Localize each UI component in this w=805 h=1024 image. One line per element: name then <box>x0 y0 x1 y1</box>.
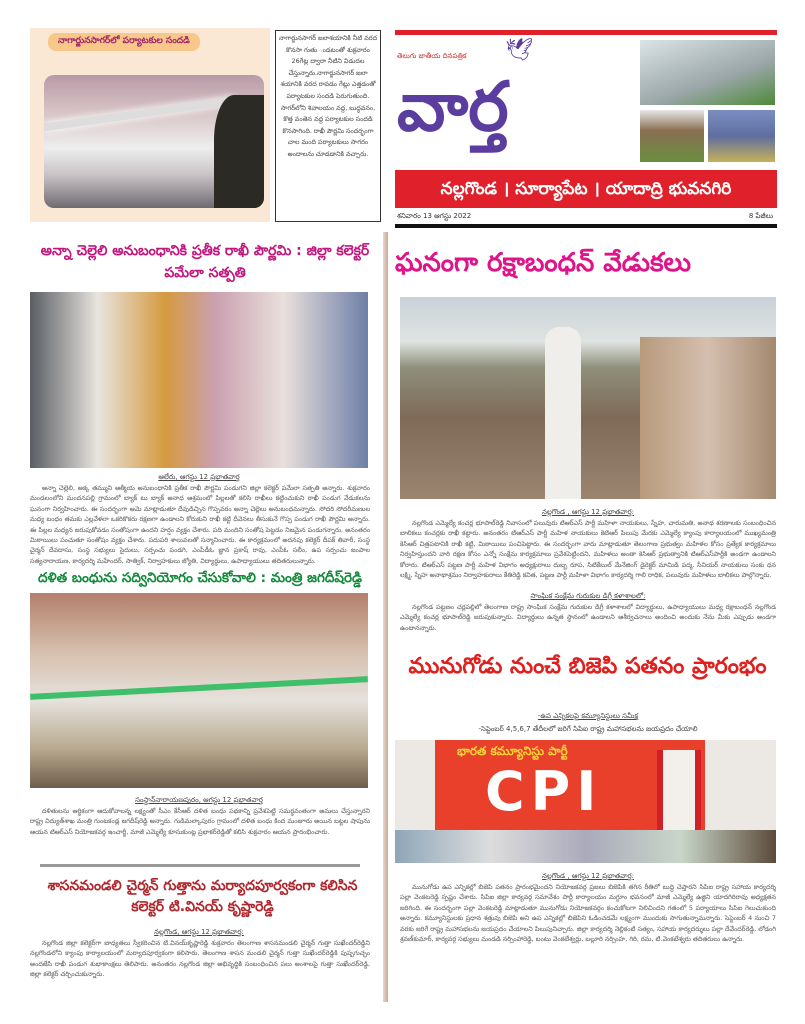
subheadline: -సెప్టెంబర్ 4,5,6,7 తేదీలలో జరిగే సిపిఐ రాష్ట్ర మహాసభలను జయప్రదం చేయాలి <box>478 725 698 733</box>
feature-text: నాగార్జునసాగర్ జలాశయానికి నీటి వరద కొనసా గుతు ండటంతో శుక్రవారం 26గేట్ల ద్వారా నీటిని విడుదల చేస్తున్నారు.నాగార్జునసాగర్ జలా శయానికి వరద రావడం గేట్లు ఎత్తడంతో పర్యాటకుల సందడి పెరుగుతుంది. సాగర్‌లోని శివాలయం వద్ద, బుద్ధవనం, కొత్త వంతెన వద్ద పర్యాటకుల సందడి కొనసాగింది. రాఖీ పౌర్ణమి సందర్భంగా చాల మంది పర్యాటకులు సాగరం అందాలను చూడడానికి వచ్చారు. <box>275 30 381 222</box>
article-body: నల్లగొండ ఎమ్మెల్యే కంచర్ల భూపాల్‌రెడ్డి నివాసంలో పలువురు టిఆర్ఎస్ పార్టీ మహిళా నాయకులు, స్నేహ, చారుమతి, అనాథ శరణాలకు సంబంధించిన బాలికలు కంచర్లకు రాఖీ కట్టారు. అనంతరం టిఆర్ఎస్ పార్టీ మహిళ నాయకులు కెటిఆర్ పిలుపు మేరకు ఎమ్మెల్యే క్యాంపు కార్యాలయంలో ముఖ్యమంత్రి కెసిఆర్ చిత్రపటానికి రాఖీ కట్టి, మిఠాయిలు పంచిపెట్టారు. ఈ సందర్భంగా వారు మాట్లాడుతూ తెలంగాణ ప్రభుత్వం మహిళల కోసం ప్రత్యేక కార్యక్రమాలు నిర్వహిస్తుందని వారి రక్షణ కోసం ఎన్నో సంక్షేమ కార్యక్రమాలు ప్రవేశపెట్టిందని, మహిళలు అంతా కెసిఆర్ ప్రభుత్వానికి టిఆర్ఎస్‌పార్టీకి అండగా ఉండాలని కోరారు. టిఆర్ఎస్ పట్టణ పార్టీ మహిళ విభాగం అధ్యక్షురాలు దుబ్బ రూప, సిటికేబుల్ మేనేజింగ్ డైరెక్టర్ మామిడి పద్మ, సీనియర్ నాయకులు సంకు ధన లక్ష్మి, స్నేహ అనాథాశ్రమం నిర్వాహకురాలు కేతిరెడ్డి కవిత, పట్టణ పార్టీ మహిళా విభాగం కార్యదర్శి గాలి రాధిక, పలువురు మహిళలు బాలికలు పాల్గొన్నారు. <box>400 519 776 580</box>
temple-thumbnail <box>640 110 704 162</box>
district-band: నల్లగొండ । సూర్యాపేట । యాదాద్రి భువనగిరి <box>395 170 777 208</box>
subheading: సాంఘిక సంక్షేమ గురుకుల డిగ్రీ కళాశాలలో: <box>530 592 646 600</box>
dateline: ఆలేరు, ఆగస్టు 12 ప్రభాతవార్త <box>158 473 240 481</box>
column-divider <box>383 232 388 1002</box>
dove-icon: 🕊 <box>505 38 533 63</box>
newspaper-logo: వార్త <box>397 68 509 147</box>
cpi-banner-text: భారత కమ్యూనిస్టు పార్టీ <box>457 744 568 758</box>
raksha-bandhan-photo <box>400 297 776 499</box>
headline-collector-meets-chairman: శాసనమండలి చైర్మన్ గుత్తాను మర్యాదపూర్వకంగా కలిసిన కలెక్టర్ టి.వినయ్ కృష్ణారెడ్డి <box>47 878 358 915</box>
dateline: నల్లగొండ , ఆగస్టు 12 ప్రభాతవార్త: <box>542 508 634 516</box>
article-body: అన్నా చెల్లెలి, అక్క తమ్ముని ఆత్మీయ అనుబంధానికి ప్రతీక రాఖీ పౌర్ణమి పండుగని జిల్లా కలెక్టర్ పమేలా సత్పతి అన్నారు. శుక్రవారం మండలంలోని మందనపల్లి గ్రామంలో బ్యాక్ టు బ్యాక్ అనాధ ఆశ్రమంలో పిల్లలతో కలిసి రాఖీలు కట్టించుకుని రాఖీ పండుగ వేడుకలను ఘనంగా నిర్వహించారు. ఈ సందర్భంగా ఆమె మాట్లాడుతూ దేవుడిచ్చిన గొప్పవరం అన్నా చెల్లెలు అనుబంధమన్నారు. సోదరి సోదరీమణుల మధ్య బంధం తమకు ఎల్లవేళలా ఒకరికొకరు రక్షణగా ఉండాలని కోరుకుని రాఖీ కట్టి దీవెనలు తీసుకునే గొప్ప పండుగ రాఖీ పౌర్ణమి అన్నారు. ఈ పిల్లల మధ్యన జరుపుకోవడం సంతోషంగా ఉందని హర్షం వ్యక్తం చేశారు. పది మందిని సంతోష పెట్టడం నిజమైన పండుగన్నారు. అనంతరం మిఠాయిలు పంచుతూ సంతోషం వ్యక్తం చేశారు. పదుపరి శాలువలతో సన్మానించారు. ఈ కార్యక్రమంలో అదనపు కలెక్టర్ దీపక్ తివారీ, సంస్థ చైర్మన్ దేవదాసు, సంస్థ సభ్యులు సైదులు, సర్పంచు పండగి, ఎంపీడీఓ జ్ఞాన ప్రకాష్ రావు, ఎంపీఓ సలీం, ఉప సర్పంచు జంపాల సత్యనారాయణ, కార్యదర్శి మహేందర్, సాత్విక్, నిర్వాహకులు జ్యోతి, విద్యార్థులు, ఉపాధ్యాయులు తదితరులున్నారు. <box>30 484 370 565</box>
town-thumbnail <box>708 110 775 162</box>
article-body: దళితులను ఆర్థికంగా ఆదుకోవాలన్న లక్ష్యంతో సీఎం కేసీఆర్ దళిత బంధు పథకాన్ని ప్రవేశపెట్టి సమర్థవంతంగా అమలు చేస్తున్నారని రాష్ట్ర విద్యుత్‌శాఖ మంత్రి గుంటకండ్ల జగదీష్‌రెడ్డి అన్నారు. గుడిమల్కాపురం గ్రామంలో దళిత బంధు కింద మంజూరు అయిన బట్టల షాపును ఆయన టిఆర్ఎస్ నియోజకవర్గ ఇంచార్జీ, మాజీ ఎమ్మెల్యే కూసుకుంట్ల ప్రభాకర్‌రెడ్డితో కలిసి శుక్రవారం ఆయన ప్రారంభించారు. <box>30 807 370 836</box>
section-divider <box>40 864 360 867</box>
cpi-meeting-photo <box>395 740 776 863</box>
article-body: నల్లగొండ జిల్లా కలెక్టర్‌గా బాధ్యతలు స్వీకరించిన టి.వినయ్‌కృష్ణారెడ్డి శుక్రవారం తెలంగాణ శాసనమండలి చైర్మన్ గుత్తా సుఖేందర్‌రెడ్డిని నల్లగొండలోని క్యాంపు కార్యాలయంలో మర్యాదపూర్వకంగా కలిసారు. తెలంగాణ శాసన మండలి చైర్మన్ గుత్తా సుఖేందర్‌రెడ్డికి పుష్పగుచ్ఛం అందజేసి రాఖీ పండుగ శుభాకాంక్షలు తెలిపారు. అనంతరం నల్లగొండ జిల్లా అభివృద్ధికి సంబంధించిన పలు అంశాలపై గుత్తా సుఖేందర్‌రెడ్డి, జిల్లా కలెక్టర్ చర్చించుకున్నారు. <box>30 939 370 979</box>
headline-raksha-bandhan: ఘనంగా రక్షాబంధన్ వేడుకలు <box>395 248 691 278</box>
dam-thumbnail <box>640 40 775 105</box>
feature-title: నాగార్జునసాగర్‌లో పర్యాటకుల సందడి <box>48 33 200 51</box>
dateline: నల్లగొండ , ఆగస్టు 12 ప్రభాతవార్త: <box>542 872 634 880</box>
article-body: మునుగోడు ఉప ఎన్నికల్లో బిజెపి పతనం ప్రారంభమైందని నియోజకవర్గ ప్రజలు బిజెపికి తగిన రీతిలో బుద్ధి చెప్తారని సిపిఐ రాష్ట్ర సహాయ కార్యదర్శి పల్లా వెంకటరెడ్డి స్పష్టం చేశారు. సిపిఐ జిల్లా కార్యవర్గ సమావేశం పార్టీ కార్యాలయం మగ్దూం భవనంలో మాజీ ఎమ్మెల్యే ఉజ్జిని యాదగిరిరావు అధ్యక్షతన జరిగింది. ఈ సందర్భంగా పల్లా వెంకటరెడ్డి మాట్లాడుతూ మునుగోడు నియోజకవర్గం కంచుకోటగా నిలిచిందని గతంలో 5 పర్యాయాలు సిపిఐ గెలుచుకుంది అన్నారు. కమ్యూనిస్టులకు ప్రధాన శత్రువు బిజెపి అని ఉప ఎన్నికల్లో బిజెపిని ఓడించడమే లక్ష్యంగా ముందుకు సాగుతున్నామన్నారు. సెప్టెంబర్ 4 నుంచి 7 వరకు జరిగే రాష్ట్ర మహాసభలను జయప్రదం చేయాలని పిలుపునిచ్చారు. జిల్లా కార్యదర్శి నెల్లికంటి సత్యం, సహాయ కార్యదర్శులు పల్లా దేవేందర్‌రెడ్డి, లోడంగి శ్రవణ్‌కుమార్, కార్యవర్గ సభ్యులు మండడి నర్సింహారెడ్డి, బంటు వెంకటేశ్వర్లు, బల్లూరి నర్సింహ, గిరి, రమ, టి.వెంకటేశ్వరు తదితరులు ఉన్నారు. <box>400 883 776 944</box>
headline-dalit-bandhu: దళిత బంధును సద్వినియోగం చేసుకోవాలి : మంత్రి జగదీష్‌రెడ్డి <box>38 570 362 586</box>
issue-date: శనివారం 13 ఆగస్టు 2022 <box>397 212 472 220</box>
dalit-bandhu-photo <box>30 593 368 788</box>
tagline: తెలుగు జాతీయ దినపత్రిక <box>397 52 467 60</box>
page-count: 8 పేజీలు <box>748 212 773 220</box>
dateline: సంస్థాన్‌నారాయణపురం, ఆగస్టు 12 ప్రభాతవార్త <box>135 796 263 804</box>
masthead <box>395 30 777 228</box>
headline-rakhi-collector: అన్నా చెల్లెలి అనుబంధానికి ప్రతీక రాఖీ పౌర్ణమి : జిల్లా కలెక్టర్ పమేలా సత్పతి <box>40 243 370 281</box>
dam-photo <box>44 75 264 208</box>
dateline: నల్లగొండ, ఆగస్టు 12 ప్రభాతవార్త: <box>154 928 244 936</box>
cpi-logo-text: CPI <box>485 760 603 823</box>
rakhi-collector-photo <box>30 292 368 468</box>
subheadline: -ఉప ఎన్నికలపై కమ్యూనిస్టులు సమీక్ష <box>537 712 639 720</box>
headline-munugode: మునుగోడు నుంచే బిజెపి పతనం ప్రారంభం <box>408 654 767 679</box>
article-body: నల్లగొండ పట్టణం చర్లపల్లిలో తెలంగాణ రాష్ట్ర సాంఘిక సంక్షేమ గురుకుల డిగ్రీ కళాశాలలో విద్యార్థులు, ఉపాధ్యాయులు మధ్య రక్షాబంధన్ నల్లగొండ ఎమ్మెల్యే కంచర్ల భూపాల్‌రెడ్డి జరుపుకున్నారు. విద్యార్థులు ఉన్నత స్థానంలో ఉండాలని ఆశీర్వచనాలు అందించి అందుకు నేను మీకు ఎప్పుడు అండగా ఉంటానన్నారు. <box>400 603 776 632</box>
